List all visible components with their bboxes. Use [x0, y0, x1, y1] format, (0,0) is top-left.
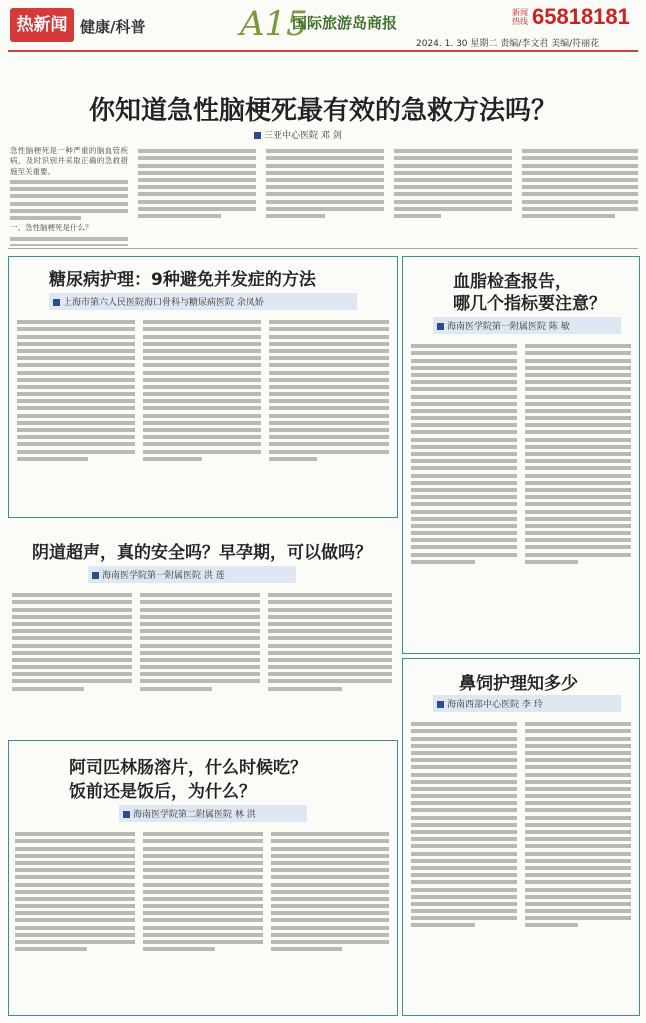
byline-text: 海南医学院第二附属医院 林 洪: [133, 810, 256, 820]
main-article-col-3: [266, 146, 384, 246]
ultrasound-col-3: [268, 590, 392, 730]
byline-text: 三亚中心医院 邓 剑: [264, 131, 342, 141]
hotline-number: 65818181: [532, 4, 630, 29]
main-article-col-2: [138, 146, 256, 246]
diabetes-col-3: [269, 317, 389, 511]
paper-name: 国际旅游岛商报: [292, 14, 398, 32]
main-article-lead: 急性脑梗死是一种严重的脑血管疾病，及时识别并采取正确的急救措施至关重要。: [10, 146, 128, 176]
lipid-col-1: [411, 341, 517, 647]
aspirin-col-2: [143, 829, 263, 1009]
main-article-col-5: [522, 146, 638, 246]
byline-text: 海南西部中心医院 李 玲: [447, 700, 543, 710]
main-article-col-4: [394, 146, 512, 246]
aspirin-title-line1: 阿司匹林肠溶片，什么时候吃？: [69, 758, 307, 778]
ultrasound-article: [8, 522, 396, 732]
byline-marker: [53, 299, 60, 306]
byline-marker: [123, 811, 130, 818]
text-lines: [10, 237, 128, 246]
byline-text: 海南医学院第一附属医院 洪 莲: [102, 571, 225, 581]
section-divider: [8, 248, 638, 249]
aspirin-byline: [119, 805, 307, 822]
nasal-feeding-title: 鼻饲护理知多少: [459, 674, 578, 694]
byline-text: 海南医学院第一附属医院 陈 敏: [447, 322, 570, 332]
main-article-section-heading: 一、急性脑梗死是什么？: [10, 223, 93, 233]
aspirin-article: [8, 740, 398, 1016]
lipid-title-line1: 血脂检查报告，: [453, 272, 572, 292]
byline-marker: [437, 701, 444, 708]
lipid-article: [402, 256, 640, 654]
main-article-col-1: [10, 146, 128, 246]
nasal-col-1: [411, 719, 517, 1009]
aspirin-col-1: [15, 829, 135, 1009]
aspirin-col-3: [271, 829, 389, 1009]
text-lines: [10, 180, 128, 220]
nasal-feeding-byline: [433, 695, 621, 712]
ultrasound-col-2: [140, 590, 260, 730]
lipid-col-2: [525, 341, 631, 647]
hotline-label: 新闻热线: [512, 8, 528, 26]
ultrasound-title: 阴道超声，真的安全吗？早孕期，可以做吗？: [32, 543, 372, 563]
main-article-byline: [254, 128, 342, 141]
diabetes-title: 糖尿病护理：9种避免并发症的方法: [49, 270, 316, 290]
ultrasound-byline: [88, 566, 296, 583]
ultrasound-col-1: [12, 590, 132, 730]
lipid-title-line2: 哪几个指标要注意？: [453, 294, 606, 314]
header-rule: [8, 50, 638, 52]
masthead-logo: 热新闻: [10, 8, 74, 42]
aspirin-title-line2: 饭前还是饭后，为什么？: [69, 782, 256, 802]
byline-marker: [437, 323, 444, 330]
diabetes-col-1: [17, 317, 135, 511]
byline-marker: [254, 132, 261, 139]
nasal-feeding-article: [402, 658, 640, 1016]
lipid-byline: [433, 317, 621, 334]
byline-text: 上海市第六人民医院海口骨科与糖尿病医院 余凤娇: [63, 298, 264, 308]
diabetes-byline: [49, 293, 357, 310]
page-number: A15: [240, 4, 308, 44]
nasal-col-2: [525, 719, 631, 1009]
issue-meta: 2024. 1. 30 星期二 责编/李文君 美编/符丽花: [416, 39, 600, 49]
section-label: 健康/科普: [80, 18, 146, 36]
diabetes-col-2: [143, 317, 261, 511]
byline-marker: [92, 572, 99, 579]
main-article-title: 你知道急性脑梗死最有效的急救方法吗？: [88, 96, 557, 126]
diabetes-article: [8, 256, 398, 518]
